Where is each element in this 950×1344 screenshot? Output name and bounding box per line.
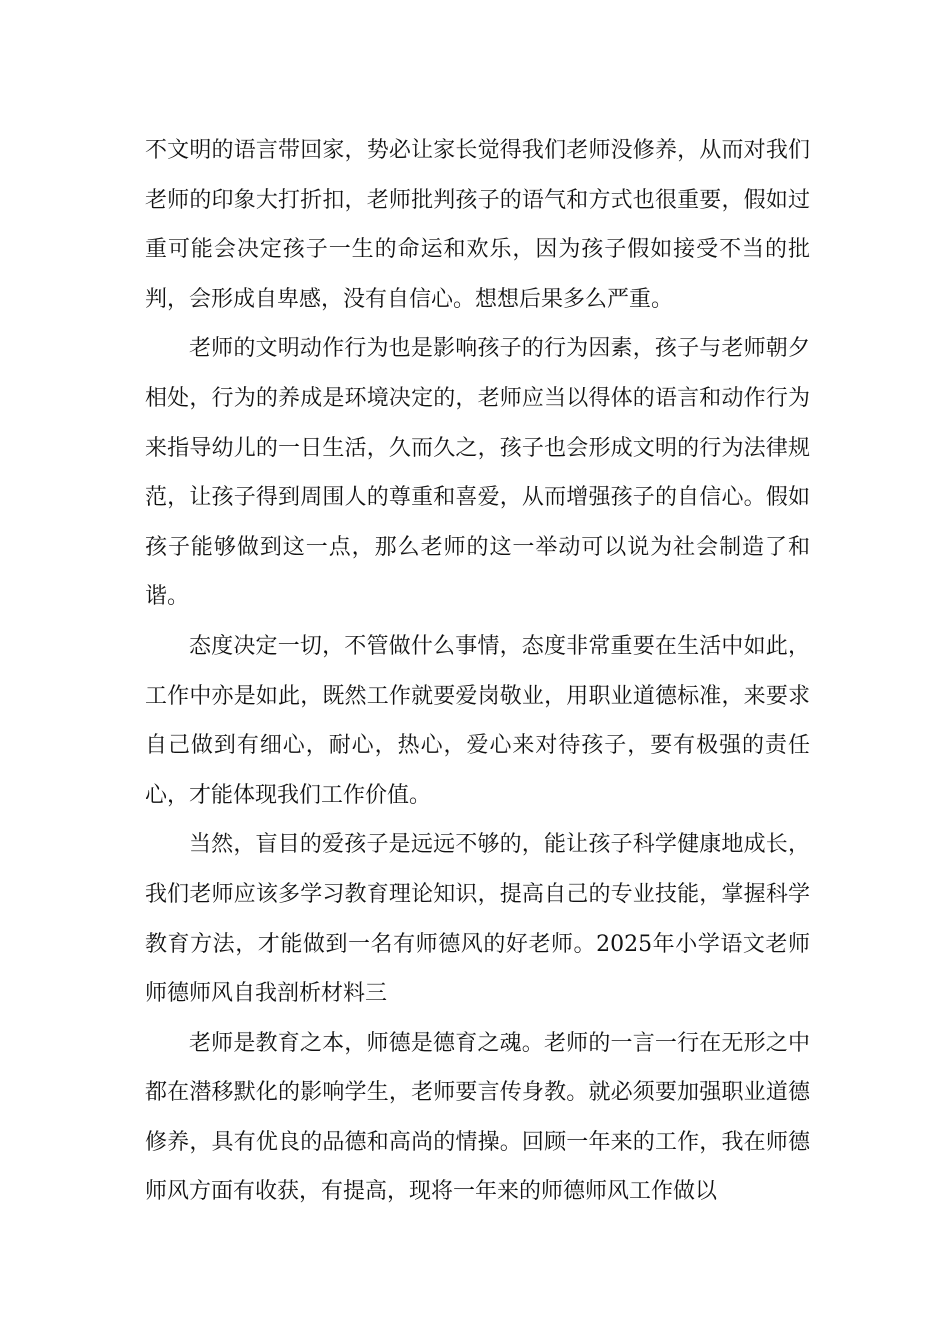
paragraph-1: 不文明的语言带回家，势必让家长觉得我们老师没修养，从而对我们老师的印象大打折扣，老师批判孩子的语气和方式也很重要，假如过重可能会决定孩子一生的命运和欢乐，因为孩子假如接受不当的批判，会形成自卑感，没有自信心。想想后果多么严重。 [145,138,810,312]
paragraph-5: 老师是教育之本，师德是德育之魂。老师的一言一行在无形之中都在潜移默化的影响学生，老师要言传身教。就必须要加强职业道德修养，具有优良的品德和高尚的情操。回顾一年来的工作，我在师德师风方面有收获，有提高，现将一年来的师德师风工作做以 [145,1030,810,1205]
document-body [145,126,810,1217]
paragraph-2: 老师的文明动作行为也是影响孩子的行为因素，孩子与老师朝夕相处，行为的养成是环境决定的，老师应当以得体的语言和动作行为来指导幼儿的一日生活，久而久之，孩子也会形成文明的行为法律规范，让孩子得到周围人的尊重和喜爱，从而增强孩子的自信心。假如孩子能够做到这一点，那么老师的这一举动可以说为社会制造了和谐。 [145,336,810,610]
paragraph-4: 当然，盲目的爱孩子是远远不够的，能让孩子科学健康地成长，我们老师应该多学习教育理论知识，提高自己的专业技能，掌握科学教育方法，才能做到一名有师德风的好老师。2025年小学语文老师师德师风自我剖析材料三 [145,832,810,1007]
paragraph-3: 态度决定一切，不管做什么事情，态度非常重要在生活中如此，工作中亦是如此，既然工作就要爱岗敬业，用职业道德标准，来要求自己做到有细心，耐心，热心，爱心来对待孩子，要有极强的责任心，才能体现我们工作价值。 [145,633,810,808]
